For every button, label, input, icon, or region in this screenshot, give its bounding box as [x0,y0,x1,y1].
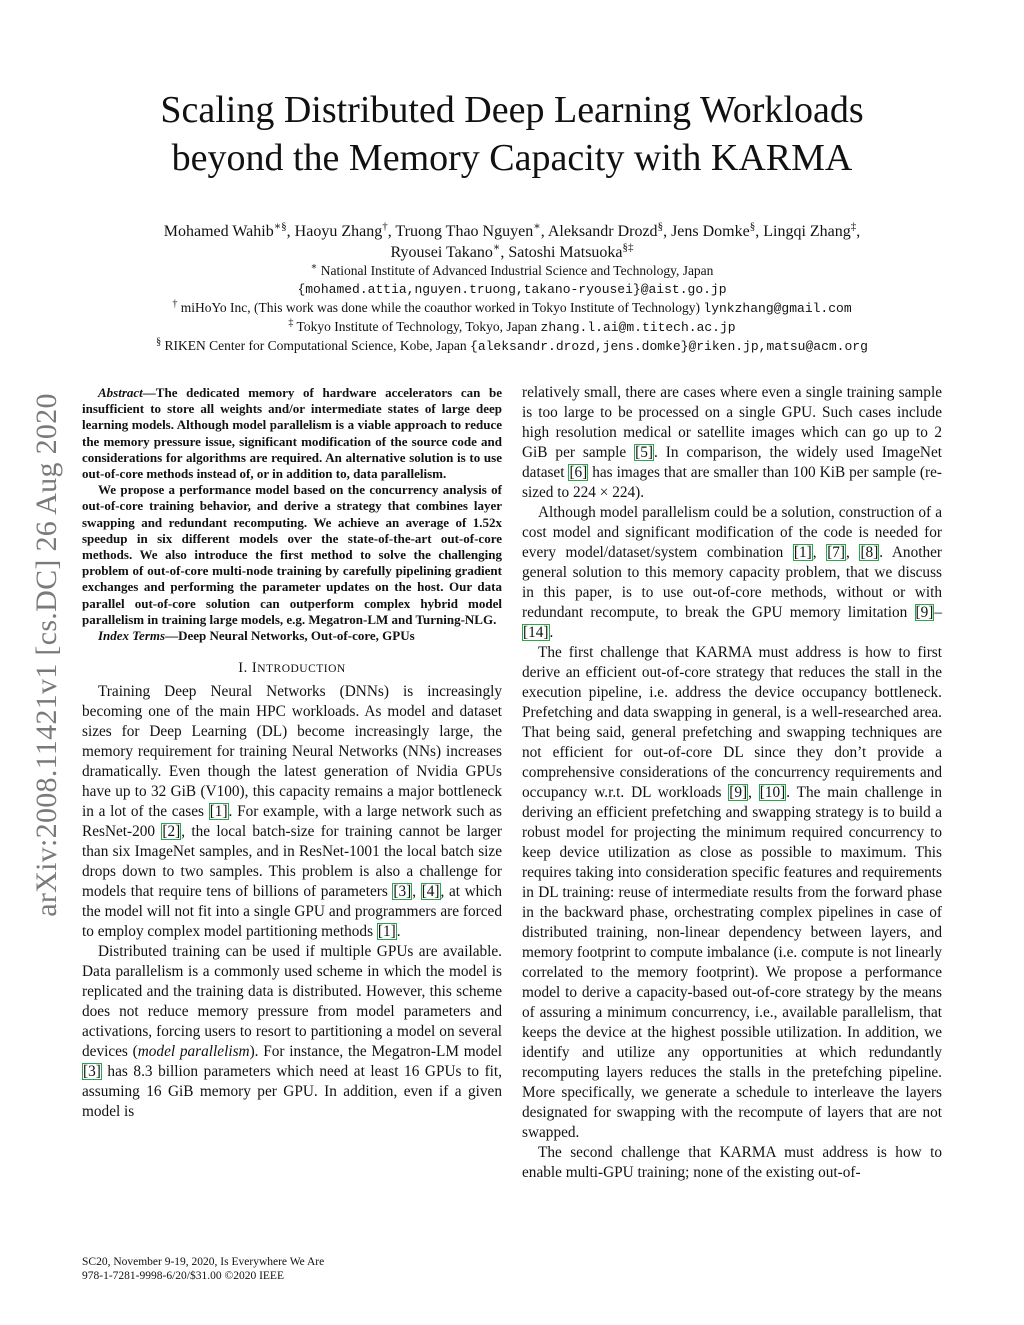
author-name: Truong Thao Nguyen [395,223,534,240]
index-terms-text: —Deep Neural Networks, Out-of-core, GPUs [165,628,415,644]
author-name: Lingqi Zhang [763,223,851,240]
affiliation-mark: † [172,298,178,310]
affiliations [40,262,984,356]
citation-link[interactable]: [14] [523,624,549,641]
abstract [82,385,502,644]
affiliation-aist-email [40,280,984,299]
abstract-paragraph-2: We propose a performance model based on the concurrency analysis of out-of-core training behavior, and derive a strategy that combines layer swapping and redundant recomputing. We achieve an average of 1.52x speedup in six different models over the state-of-the-art out-of-core methods. We also introduce the first method to solve the challenging problem of out-of-core multi-node training by carefully pipelining gradient exchanges and performing the parameter updates on the host. Our data parallel out-of-core solution can outperform complex hybrid model parallelism in training large models, e.g. Megatron-LM and Turning-NLG. [82,482,502,627]
affiliation-mark: § [156,336,162,348]
section-heading [82,660,502,677]
affiliation-riken [40,337,984,356]
paragraph: relatively small, there are cases where even a single training sample is too large to be processed on a single GPU. Such cases include high resolution medical or satellite images which can go up to 2 GiB per sample [5]. In comparison, the widely used ImageNet dataset [6] has images that are smaller than 100 KiB per sample (re-sized to 224 × 224). [522,384,942,501]
footer-conference: SC20, November 9-19, 2020, Is Everywhere We Are [82,1256,325,1268]
section-number: I. [238,660,252,677]
author-name: Haoyu Zhang [294,223,383,240]
affiliation-mark: ∗ [310,261,318,273]
arxiv-stamp-text: arXiv:2008.11421v1 [cs.DC] 26 Aug 2020 [30,393,63,917]
section-title-rest: NTRODUCTION [257,663,346,676]
citation-link[interactable]: [2] [162,823,181,841]
citation-link[interactable]: [5] [635,444,653,461]
affiliation-titech [40,318,984,337]
paragraph: Although model parallelism could be a solution, construction of a cost model and significant modification of the code is needed for every model/dataset/system combination [1], [7], [8]. Another general solution to this memory capacity problem, that we discuss in this paper, is to use out-of-core methods, without or with redundant recompute, to break the GPU memory limitation [9]–[14]. [522,504,942,641]
citation-link[interactable]: [1] [793,544,812,561]
citation-link[interactable]: [1] [377,923,396,941]
author-mark: §‡ [622,241,634,254]
citation-link[interactable]: [3] [83,1063,101,1081]
paragraph: Training Deep Neural Networks (DNNs) is increasingly becoming one of the main HPC workloads. As model and dataset sizes for Deep Learning (DL) become increasingly large, the memory requirement for training Neural Networks (NNs) increases dramatically. Even though the latest generation of Nvidia GPUs have up to 32 GiB (V100), this capacity remains a major bottleneck in a lot of the cases [1]. For example, with a large network such as ResNet-200 [2], the local batch-size for training cannot be larger than six ImageNet samples, and in ResNet-1001 the local batch size drops down to two samples. This problem is also a challenge for models that require tens of billions of parameters [3], [4], at which the model will not fit into a single GPU and programmers are forced to employ complex model partitioning methods [1]. [82,683,502,941]
abstract-label: Abstract [98,385,143,400]
email-text: {aleksandr.drozd,jens.domke}@riken.jp,matsu@acm.org [470,339,868,354]
right-column [522,383,942,1183]
author-mark: § [749,220,756,233]
footer [82,1255,324,1283]
email-text: lynkzhang@gmail.com [703,301,852,316]
author-mark: § [657,220,664,233]
author-list [60,221,964,263]
paragraph: The first challenge that KARMA must address is how to first derive an efficient out-of-core strategy that reduces the stall in the execution pipeline, i.e. address the device occupancy bottleneck. Prefetching and data swapping in general, is a well-researched area. That being said, general prefetching and swapping techniques are not efficient for out-of-core DL since they don’t provide a comprehensive considerations of the concurrency requirements and occupancy w.r.t. DL workloads [9], [10]. The main challenge in deriving an efficient prefetching and swapping strategy is to build a robust model for projecting the minimum required concurrency to keep device utilization as close as possible to maximum. This requires taking into consideration specific features and requirements in DL training: reuse of intermediate results from the forward phase in the backward phase, orchestrating complex pipelines in case of distributed training, non-linear dependency between layers, and memory footprint to compute imbalance (i.e. compute is not linearly correlated to the memory footprint). We propose a performance model to derive a capacity-based out-of-core strategy by the means of assuring a minimum concurrency, i.e., available parallelism, that keeps the device at the highest possible utilization. In addition, we identify and utilize any opportunities at which redundantly recomputing layers reduces the stalls in the pretefching pipeline. More specifically, we generate a schedule to interleave the layers designated for swapping with the recompute of layers that are not swapped. [522,644,942,1141]
section-title-initial: I [251,660,258,677]
affiliation-text: Tokyo Institute of Technology, Tokyo, Japan [296,319,538,334]
abstract-text: —The dedicated memory of hardware accelerators can be insufficient to store all weights and/or intermediate states of large deep learning models. Although model parallelism is a viable approach to reduce the memory pressure issue, significant modification of the source code and considerations for algorithms are required. An alternative solution is to use out-of-core methods instead of, or in addition to, data parallelism. [82,385,502,482]
affiliation-text: National Institute of Advanced Industrial Science and Technology, Japan [320,263,714,278]
email-text: {mohamed.attia,nguyen.truong,takano-ryousei}@aist.go.jp [297,282,727,297]
title-line-1: Scaling Distributed Deep Learning Workloads [160,89,864,131]
citation-link[interactable]: [3] [393,883,412,901]
email-text: zhang.l.ai@m.titech.ac.jp [540,320,736,335]
author-mark: ∗ [533,220,541,233]
left-column [82,385,502,1122]
index-terms-label: Index Terms [98,628,166,644]
author-mark: † [382,220,388,233]
citation-link[interactable]: [6] [569,464,588,481]
citation-link[interactable]: [9] [915,604,934,621]
affiliation-text: RIKEN Center for Computational Science, Kobe, Japan [164,338,467,353]
affiliation-mihoyo [40,299,984,318]
abstract-paragraph-1 [82,385,502,482]
author-mark: ‡ [850,220,857,233]
title-line-2: beyond the Memory Capacity with KARMA [171,137,853,179]
paragraph: Distributed training can be used if multiple GPUs are available. Data parallelism is a commonly used scheme in which the model is replicated and the training data is distributed. However, this scheme does not reduce memory pressure from model parameters and activations, forcing users to resort to partitioning a model on several devices (model parallelism). For instance, the Megatron-LM model [3] has 8.3 billion parameters which need at least 16 GPUs to fit, assuming 16 GiB memory per GPU. In addition, even if a given model is [82,943,502,1121]
author-name: Ryousei Takano [390,244,493,261]
author-name: Satoshi Matsuoka [508,244,623,261]
citation-link[interactable]: [4] [421,883,440,901]
affiliation-text: miHoYo Inc, (This work was done while the coauthor worked in Tokyo Institute of Technology) [180,300,701,315]
author-line-2: Ryousei Takano∗, Satoshi Matsuoka§‡ [390,241,634,261]
citation-link[interactable]: [8] [860,544,879,561]
affiliation-mark: ‡ [288,317,294,329]
intro-left-text [82,682,502,1122]
author-name: Jens Domke [671,223,750,240]
affiliation-aist [40,262,984,280]
index-terms [82,628,502,644]
author-name: Mohamed Wahib [163,223,274,240]
citation-link[interactable]: [1] [209,803,228,821]
paper-title [0,86,1024,182]
author-name: Aleksandr Drozd [547,223,658,240]
citation-link[interactable]: [10] [759,784,786,801]
footer-copyright: 978-1-7281-9998-6/20/$31.00 ©2020 IEEE [82,1270,284,1282]
citation-link[interactable]: [7] [827,544,846,561]
author-mark: ∗§ [273,220,287,233]
author-mark: ∗ [492,241,501,254]
citation-link[interactable]: [9] [729,784,748,801]
paragraph: The second challenge that KARMA must address is how to enable multi-GPU training; none of the existing out-of- [522,1144,942,1181]
author-line-1: Mohamed Wahib∗§, Haoyu Zhang†, Truong Thao Nguyen∗, Aleksandr Drozd§, Jens Domke§, Lingqi Zhang‡, [163,220,861,240]
